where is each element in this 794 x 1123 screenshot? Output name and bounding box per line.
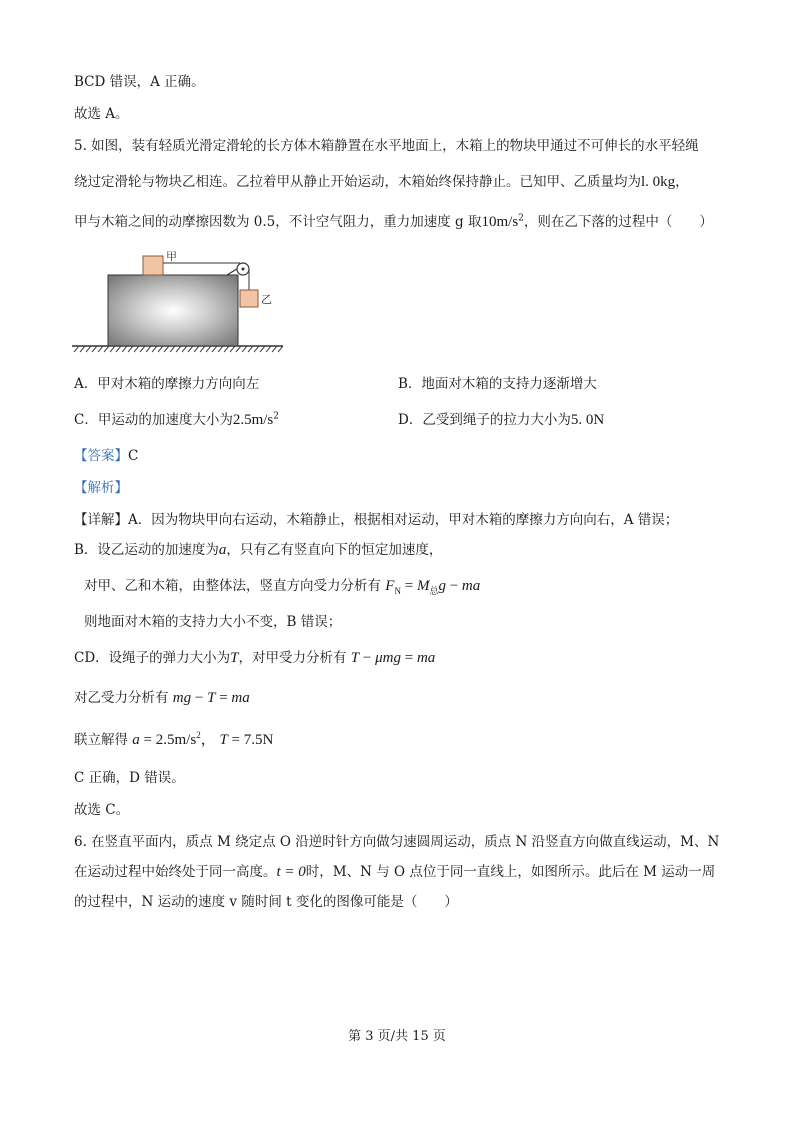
question-6-line-2 bbox=[74, 860, 715, 881]
option-d bbox=[398, 408, 604, 429]
text: CD．设绳子的弹力大小为 bbox=[74, 650, 231, 666]
detail-line-cd1 bbox=[74, 646, 435, 667]
question-5-line-3: 甲与木箱之间的动摩擦因数为 0.5，不计空气阻力，重力加速度 g 取$10m/s^2$，则在乙下落的过程中（ ） bbox=[74, 213, 713, 230]
text-line: BCD 错误，A 正确。 bbox=[74, 74, 205, 90]
text: 联立解得 bbox=[74, 732, 128, 748]
symbol-a: a bbox=[218, 542, 227, 558]
gravity-value: 10m/s bbox=[481, 214, 519, 230]
analysis-tag: 【解析】 bbox=[74, 480, 128, 496]
text: ，则在乙下落的过程中（ ） bbox=[523, 214, 713, 230]
text: D．乙受到绳子的拉力大小为 bbox=[398, 412, 571, 428]
detail-line-b2 bbox=[84, 574, 480, 597]
detail-line-a bbox=[74, 508, 678, 528]
detail-line-cd2 bbox=[74, 686, 250, 707]
mass-value: l. 0kg bbox=[641, 174, 676, 190]
equation-normal-force: $F_N = M_总g$ − ma bbox=[385, 578, 481, 596]
detail-tag: 【详解】 bbox=[74, 512, 128, 528]
ground bbox=[72, 346, 283, 352]
question-5-line-1: 5. 如图，装有轻质光滑定滑轮的长方体木箱静置在水平地面上，木箱上的物块甲通过不可伸长的水平轻绳 bbox=[74, 138, 699, 154]
text: ，只有乙有竖直向下的恒定加速度， bbox=[226, 542, 443, 558]
detail-line-b1 bbox=[74, 538, 442, 559]
text: 时，M、N 与 O 点位于同一直线上，如图所示。此后在 M 运动一周 bbox=[305, 864, 716, 880]
answer-line bbox=[74, 444, 138, 464]
detail-line-cd3 bbox=[74, 728, 273, 749]
detail-line-b3: 则地面对木箱的支持力大小不变，B 错误； bbox=[84, 614, 342, 630]
question-5-line-2 bbox=[74, 170, 689, 191]
acceleration-value: 2.5m/s bbox=[232, 412, 274, 428]
text: C．甲运动的加速度大小为 bbox=[74, 412, 233, 428]
text: 对甲、乙和木箱，由整体法，竖直方向受力分析有 bbox=[84, 578, 381, 594]
block-yi bbox=[240, 290, 258, 307]
wooden-box bbox=[108, 275, 238, 346]
text: A．因为物块甲向右运动，木箱静止，根据相对运动，甲对木箱的摩擦力方向向右，A 错误； bbox=[128, 512, 679, 528]
tension-value: 5. 0N bbox=[570, 412, 605, 428]
text: 绕过定滑轮与物块乙相连。乙拉着甲从静止开始运动，木箱始终保持静止。已知甲、乙质量均为 bbox=[74, 174, 641, 190]
question-6-line-3: 的过程中，N 运动的速度 v 随时间 t 变化的图像可能是（ ） bbox=[74, 894, 458, 910]
time-zero: t = 0 bbox=[276, 864, 306, 880]
label-jia: 甲 bbox=[166, 250, 177, 263]
pulley-axle bbox=[242, 268, 245, 271]
option-a: A．甲对木箱的摩擦力方向向左 bbox=[74, 376, 260, 392]
equation-jia: T − μmg = ma bbox=[350, 650, 436, 666]
answer-tag: 【答案】 bbox=[74, 448, 128, 464]
box-pulley-figure bbox=[70, 250, 300, 360]
page-footer: 第 3 页/共 15 页 bbox=[348, 1029, 446, 1044]
label-yi: 乙 bbox=[261, 293, 272, 306]
equation-yi: mg − T = ma bbox=[172, 690, 250, 706]
text: ，对甲受力分析有 bbox=[238, 650, 347, 666]
detail-line-c-correct: C 正确，D 错误。 bbox=[74, 770, 185, 786]
select-c-line: 故选 C。 bbox=[74, 802, 130, 818]
text: 对乙受力分析有 bbox=[74, 690, 169, 706]
text: 在运动过程中始终处于同一高度。 bbox=[74, 864, 277, 880]
question-6-line-1: 6. 在竖直平面内，质点 M 绕定点 O 沿逆时针方向做匀速圆周运动，质点 N 沿竖直方向做直线运动，M、N bbox=[74, 834, 720, 850]
text: B．设乙运动的加速度为 bbox=[74, 542, 219, 558]
option-b: B．地面对木箱的支持力逐渐增大 bbox=[398, 376, 597, 392]
text: 甲与木箱之间的动摩擦因数为 0.5，不计空气阻力，重力加速度 g 取 bbox=[74, 214, 482, 230]
equation-solution: $a = 2.5m/s^2$， T = 7.5N bbox=[132, 730, 274, 748]
option-c: C．甲运动的加速度大小为$2.5m/s^2$ bbox=[74, 411, 280, 428]
block-jia bbox=[143, 256, 163, 275]
text-line: 故选 A。 bbox=[74, 106, 129, 122]
answer-value: C bbox=[128, 448, 139, 464]
symbol-t: T bbox=[230, 650, 239, 666]
text: ， bbox=[675, 174, 689, 190]
